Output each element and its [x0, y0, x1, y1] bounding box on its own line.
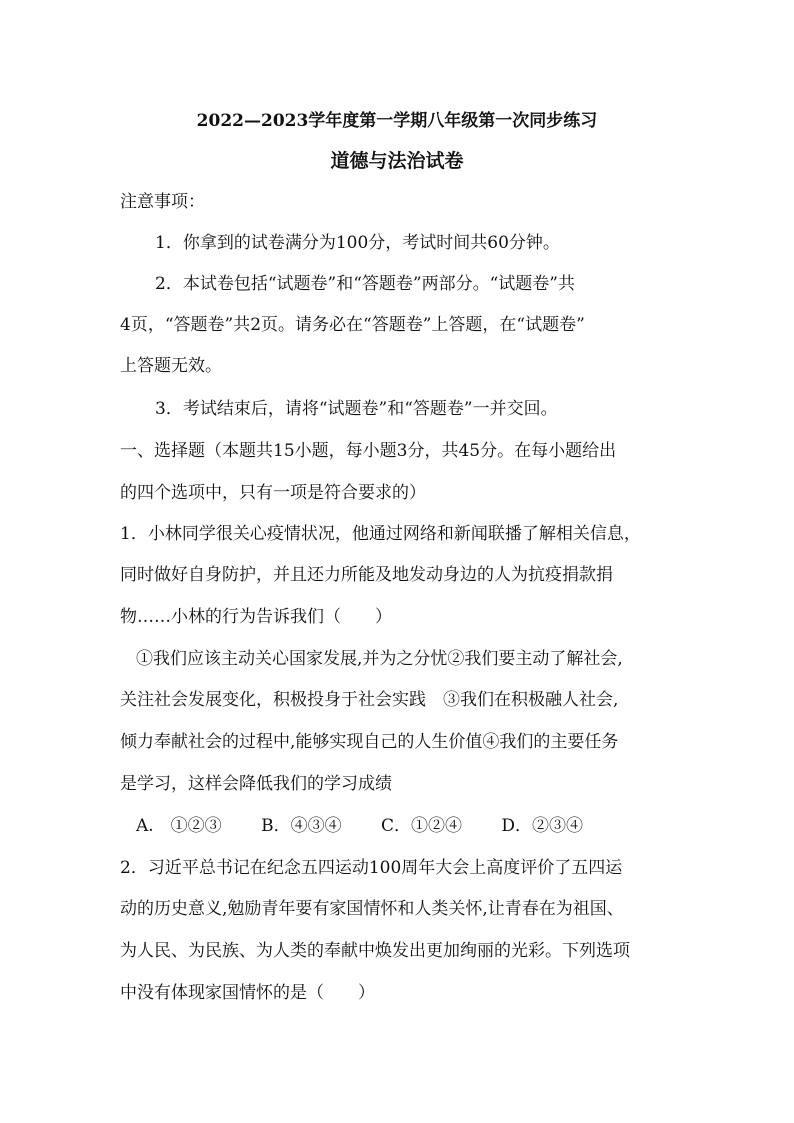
- question-1-statements-line-1: ①我们应该主动关心国家发展,并为之分忧②我们要主动了解社会,: [136, 649, 623, 669]
- exam-title: 2022—2023学年度第一学期八年级第一次同步练习: [196, 111, 598, 131]
- option-a[interactable]: A. ①②③: [136, 816, 222, 836]
- question-1-stem-line-1: 1．小林同学很关心疫情状况，他通过网络和新闻联播了解相关信息，: [120, 524, 641, 544]
- notice-item-2-line-1: 2．本试卷包括“试题卷”和“答题卷”两部分。“试题卷”共: [155, 274, 575, 294]
- question-1-statements-line-2: 关注社会发展变化，积极投身于社会实践 ③我们在积极融人社会,: [120, 690, 619, 710]
- section-heading-line-1: 一、选择题（本题共15小题，每小题3分，共45分。在每小题给出: [120, 441, 617, 461]
- question-1-options: [136, 815, 656, 837]
- option-b[interactable]: B．④③④: [261, 816, 342, 836]
- notice-item-3: 3．考试结束后，请将“试题卷”和“答题卷”一并交回。: [155, 399, 558, 419]
- question-1-statements-line-4: 是学习，这样会降低我们的学习成绩: [120, 774, 392, 794]
- question-2-stem-line-3: 为人民、为民族、为人类的奉献中焕发出更加绚丽的光彩。下列选项: [120, 941, 630, 961]
- option-d[interactable]: D．②③④: [501, 816, 584, 836]
- question-1-stem-line-3: 物……小林的行为告诉我们（ ）: [120, 607, 392, 627]
- notice-heading: 注意事项：: [120, 192, 205, 212]
- question-1-statements-line-3: 倾力奉献社会的过程中,能够实现自己的人生价值④我们的主要任务: [120, 732, 619, 752]
- notice-item-1: 1．你拿到的试卷满分为100分，考试时间共60分钟。: [155, 233, 560, 253]
- question-2-stem-line-4: 中没有体现家国情怀的是（ ）: [120, 983, 375, 1003]
- section-heading-line-2: 的四个选项中，只有一项是符合要求的）: [120, 483, 426, 503]
- question-2-stem-line-2: 动的历史意义,勉励青年要有家国情怀和人类关怀,让青春在为祖国、: [120, 899, 624, 919]
- question-1-stem-line-2: 同时做好自身防护，并且还力所能及地发动身边的人为抗疫捐款捐: [120, 565, 613, 585]
- question-2-stem-line-1: 2．习近平总书记在纪念五四运动100周年大会上高度评价了五四运: [120, 858, 623, 878]
- option-c[interactable]: C．①②④: [381, 816, 463, 836]
- notice-item-2-line-2: 4页，“答题卷”共2页。请务必在“答题卷”上答题，在“试题卷”: [120, 315, 585, 335]
- exam-subject-title: 道德与法治试卷: [330, 150, 464, 172]
- notice-item-2-line-3: 上答题无效。: [120, 356, 222, 376]
